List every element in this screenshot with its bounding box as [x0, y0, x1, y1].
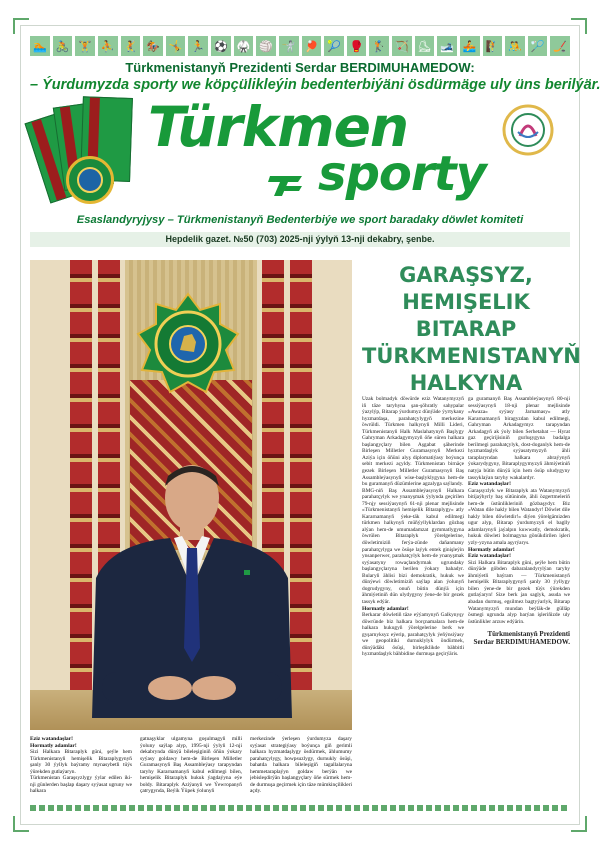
sport-pictogram-icon: 🤺	[279, 36, 299, 56]
sport-pictogram-icon: 🏹	[392, 36, 412, 56]
sport-pictogram-icon: 🎾	[324, 36, 344, 56]
article-paragraph: merkezinde ýerleşen ýurdumyza daşary syýasat strategiýasy boýunça giň gerimli halkara hyzmatdaşlygy ösdürmek, ählumumy parahatçylygy, howpsuzlygy, durnukly ösüşi, bahatda halkara bileleşigiň tagallalaryna hemmetaraplaýyn goldaw berýän we jebisleşdirýän başlangyçlary öňe sürmek hem-de durmuşa geçirmek için täze mümkinçilikleri açdy.	[250, 736, 352, 795]
sport-pictogram-icon: 🏸	[528, 36, 548, 56]
issue-info-bar: Hepdelik gazet. №50 (703) 2025-nji ýylyň 13-nji dekabry, şenbe.	[30, 232, 570, 247]
masthead-subtitle: Esaslandyryjysy – Türkmenistanyň Bedenterbiýe we sport baradaky döwlet komiteti	[76, 214, 524, 226]
article-subheading: Eziz watandaşlar!	[30, 736, 74, 742]
state-emblem-icon	[66, 156, 114, 204]
article-paragraph: BMG-niň Baş Assambleýasynyň Halkara parahatçylyk we ynanyşmak ýylynda geçirilen 79-njy sessiýasynyň 61-nji plenar mejlisinde «Türkmenistanyň hemişelik Bitaraplygy» atly Kararnamanyň ýeke-täk kabul edilmegi türkmen halkynyň müňýyllyklardan gözbaş alýan hem-de umumadamzat gymmatlygyna öwrülen Bitaraplyk ýörelgelerine, döwletimiziň ferýa-zünde daňanmany parahatçylyga we ösüşe laýyk entek ginişleýin ynsanperwer, parahatçylyk hem-de ynanyşmak syýasatyny rowaçlandyrmak ugrundaky başlangyçlaryna berilen ýokary bahadyr. Bularyň ählisi bizi demokratik, hukuk we dünýewi döwletimiziň saýlap alan ýolunyň dogrudygyny, onuň bütin dünýä için ähmiýetiniň dün ulydygyny ýene-de bir gezek tassyk edýär.	[362, 487, 464, 605]
sport-pictogram-icon: 🏊	[30, 36, 50, 56]
footer-ornament	[30, 805, 570, 811]
sport-pictogram-icon: ⛸	[415, 36, 435, 56]
article-paragraph: Uzak bolmadyk döwürde eziz Watanymyzyň iň täze taryhyna şan-şöhratly sahypalar ýazylýp, Bitarap ýurdumyz dünýäde ýyrtykany hyzmatdaşa, parahatçylygyň merkezine öwrüldi. Türkmen halkynyň Milli Lideri, Türkmenistanyň Halk Maslahatynyň Başlygy Gahryman Arkadagymyzyň öňe süren halkara başlangyçlary bilen Aşgabat şäherinde Birleşen Milletler Guramasynyň Merkezi Aziýa için öňüni alyş diplomatiýasy boýunça sebit merkezi açyldy. Türkmenistan birnäçe gezek Birleşen Milletler Guramasynyň Baş Assambleýasynyň wise-başlyklygyna hem-de bu guramanyň düzümlerine agzalyga saýlandy.	[362, 396, 464, 488]
anniversary-logo-icon	[500, 102, 556, 158]
corner-ornament	[571, 816, 587, 832]
person-figure	[82, 458, 302, 718]
sport-pictogram-icon: 🚣	[460, 36, 480, 56]
sport-pictogram-strip	[30, 36, 570, 56]
sport-pictogram-icon: 🏓	[302, 36, 322, 56]
corner-ornament	[571, 18, 587, 34]
sport-pictogram-icon: 🏃	[188, 36, 208, 56]
sport-pictogram-icon: 🧗	[483, 36, 503, 56]
bottom-column-1	[30, 736, 132, 800]
sport-pictogram-icon: 🏋	[75, 36, 95, 56]
sport-pictogram-icon: 🤸	[166, 36, 186, 56]
article-subheading: Hormatly adamlar!	[30, 742, 77, 749]
article-paragraph: Berkarar döwletiň täze eýýamynyň Galkynyşy döwründe biz halkara borçnamalara hem-de halkara hukugyň ýörelgelerine berk we gyşarnyksyz eýerip, parahatçylyk ýeňýnsiýasy we geopolitiki durnuklylyk öndürmek, dünýädäki ösüşi, birleşiklikde bähbitli hyzmatdaşlyk bähbidine durmuşa geçirýäris.	[362, 612, 464, 658]
flags-emblem-group	[38, 100, 148, 210]
sport-pictogram-icon: ⚽	[211, 36, 231, 56]
masthead-logo-word1: Türkmen	[148, 95, 409, 159]
president-photo	[30, 260, 352, 730]
masthead-logo-word2: sporty	[318, 146, 486, 202]
ts-logo-icon	[268, 172, 304, 198]
sport-pictogram-icon: 🏇	[143, 36, 163, 56]
sport-pictogram-icon: 🤾	[121, 36, 141, 56]
article-paragraph: Sizi Halkara Bitaraplyk güni, şeýle hem Türkmenistanyň hemişelik Bitaraplygynyň şanly 30 ýyllyk baýramy mynasybetli tüýs ýürekden gutlaýaryn.	[30, 749, 132, 775]
article-paragraph: Türkmenistan Garaşsyzlygy ýylar edilen iki-nji günlerden başlap daşary syýasat ugruny we halkara	[30, 775, 132, 795]
article-subheading: Hormatly adamlar!	[362, 605, 409, 612]
sport-pictogram-icon: 🏌	[369, 36, 389, 56]
article-column-1	[362, 396, 464, 801]
state-emblem-icon	[134, 290, 242, 398]
president-quote-heading: Türkmenistanyň Prezidenti Serdar BERDIMUHAMEDOW:	[125, 60, 475, 75]
sport-pictogram-icon: 🎿	[437, 36, 457, 56]
article-subheading: Eziz watandaşlar!	[468, 481, 512, 488]
article-subheading: Hormatly adamlar!	[468, 546, 515, 553]
sport-pictogram-icon: ⛹	[98, 36, 118, 56]
bottom-column-2	[140, 736, 242, 800]
president-quote-text: – Ýurdumyzda sporty we köpçülikleýin bedenterbiýäni ösdürmäge uly üns berilýär.	[30, 77, 600, 93]
article-paragraph: Sizi Halkara Bitaraplyk güni, şeýle hem bütin dünýäde göbden dabaralandyrylýan taryhy ähmiýetli baýram — Türkmenistanyň hemişelik Bitaraplygynyň şanly 30 ýyllygy bilen ýene-de bir gezek tüýs ýürekden gutlaýaryn! Size berk jan saglyk, asuda we abadan durmuş, egsilmez bagtyýarlyk, Bitarap Watanymyzyň mundan beýläk-de gülläp ösmegi ugrunda alyp barýan işleriňizde uly üstünlikler arzuw edýärin.	[468, 559, 570, 625]
signature-name: Serdar BERDIMUHAMEDOW.	[473, 638, 570, 647]
article-headline: GARAŞSYZ, HEMIŞELIK BITARAP TÜRKMENISTANYŇ HALKYNA	[362, 263, 581, 395]
signature-title: Türkmenistanyň Prezidenti	[487, 630, 570, 639]
sport-pictogram-icon: 🤼	[505, 36, 525, 56]
sport-pictogram-icon: 🏒	[550, 36, 570, 56]
sport-pictogram-icon: 🚴	[53, 36, 73, 56]
signature-block	[468, 630, 570, 646]
corner-ornament	[13, 816, 29, 832]
sport-pictogram-icon: 🥋	[234, 36, 254, 56]
article-paragraph: ga guramanyň Baş Assambleýasynyň 80-nji sessiýasynyň 18-nji plenar mejlisinde «Awaza» syýasy Jarnamasy» atly Kararnamanyň biragyzdan kabul edilmegi, Gahryman Arkadagymyz tarapyndan Arkadagyň ak ýoly bilen Serhetabat — Hyrat gaz geçirijisiniň gurluşygyna badalga berilmegi parahatçylyk, dost-doganlyk hem-de hyzmatdaşlyk syýasatymyzyň ähli taraplaryndan halkara abraýynyň ýokarydygyny, Bitaraplygymyzyň ähmiýetiniň natyja bütin dünýä için hem ösüp uludygyny tassyklaýan taryhy wakalardyr.	[468, 396, 570, 481]
article-paragraph: Garaşsyzlyk we Bitaraplyk ata Watanymyzyň bitijaýhyrly baş sütüninde, ähli özgertmeleriň hem-de üstünlikleriniň gözbaşydyr. Biz «Watan dile hakly bilen Watandyr! Döwlet dile hakly bilen döwletdir!» diýen ýörelgämizden ugur alyp, Bitarap ýurdumyzyň el baglly adamlarynyň jaýalpın kuwwatly, demokratik, hukuk döwleti bolmagyna gönükdirilen işleri yzly-yzyna amala aşyrýarys.	[468, 487, 570, 547]
sport-pictogram-icon: 🏐	[256, 36, 276, 56]
article-subheading: Eziz watandaşlar!	[468, 553, 512, 560]
article-column-2	[468, 396, 570, 801]
article-paragraph: gatnaşyklar ulgamyna goşulmagyň milli ýoluny saýlap alyp, 1995-nji ýylyň 12-nji dekabrynda dünýä bileleşiginiň öňün ýokary syýasy goldawy hem-de Birleşen Milletler Guramasynyň Baş Assambleýasy tarapyndan taryhy Kararnamanyň kabul edilmegi bilen, hemişelik Bitaraplyk hukuk ýagdaýyna eýe boldy. Bitaraplyk Aziýanyň we Ýewropanyň çatrygynda, Beýik Ýüpek ýolunyň	[140, 736, 242, 795]
sport-pictogram-icon: 🥊	[347, 36, 367, 56]
bottom-column-3	[250, 736, 352, 800]
corner-ornament	[13, 18, 29, 34]
